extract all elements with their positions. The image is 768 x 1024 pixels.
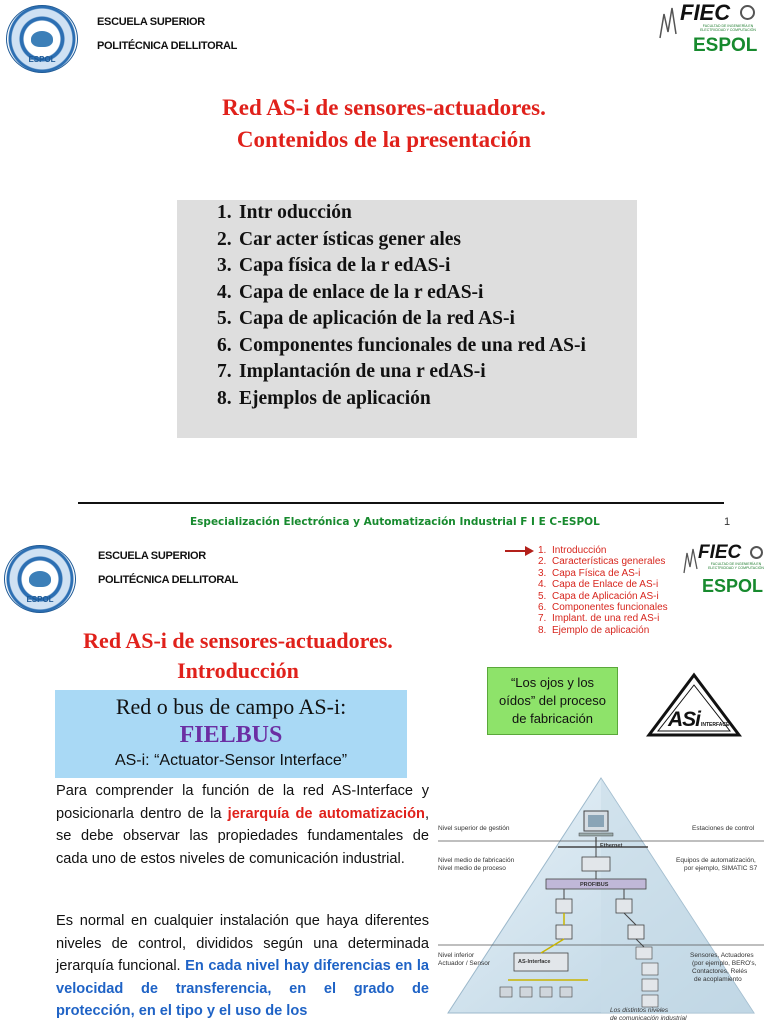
- contents-item-number: 1.: [538, 545, 547, 556]
- seal-text: ESPOL: [26, 595, 54, 604]
- contents-item-number: 7.: [538, 613, 547, 625]
- contents-item: [538, 602, 668, 613]
- contents-item: [217, 227, 637, 254]
- contents-item: [217, 306, 637, 333]
- contents-item: [217, 333, 637, 360]
- slide2-title: [0, 626, 476, 686]
- contents-item: [217, 359, 637, 386]
- paragraph-1-text-b: , se debe observar las propiedades fundamentales de cada uno de estos niveles de comunicación industrial.: [56, 805, 429, 867]
- pyramid-label-bero: (por ejemplo, BERO's,: [692, 960, 757, 967]
- contents-item-label: Implantación de una r edAS-i: [239, 361, 486, 382]
- pyramid-shape: [438, 775, 764, 1024]
- contents-item-label: Intr oducción: [239, 202, 352, 223]
- contents-item-label: Capa de enlace de la r edAS-i: [239, 281, 484, 303]
- slide1-title: [0, 92, 768, 156]
- paragraph-2-text: Es normal en cualquier instalación que haya diferentes niveles de control, divididos según una determinada jerarquía funcional.: [56, 913, 429, 974]
- espol-wordmark: ESPOL: [693, 35, 758, 56]
- pyramid-label-upper-level: Nivel superior de gestión: [438, 825, 510, 832]
- contents-list: [217, 200, 637, 412]
- contents-item-number: 4.: [538, 579, 547, 591]
- contents-item-number: 6.: [538, 602, 547, 614]
- contents-item-label: Capa Física de AS-i: [552, 567, 641, 579]
- fiec-logo-text: FIEC: [680, 0, 731, 25]
- fiec-subtitle-2: ELECTRICIDAD Y COMPUTACIÓN: [700, 28, 756, 32]
- fiec-logo: [658, 2, 768, 62]
- contents-item: [538, 591, 668, 602]
- slide1-title-line2: Contenidos de la presentación: [236, 127, 532, 152]
- contents-item-number: 7.: [217, 361, 232, 382]
- slide2-title-line1: Red AS-i de sensores-actuadores.: [83, 628, 393, 653]
- callout-text: “Los ojos y los oídos” del proceso de fabricación: [499, 675, 606, 726]
- contents-item-number: 1.: [217, 202, 232, 223]
- paragraph-2: [56, 910, 429, 1023]
- contents-item: [538, 625, 668, 636]
- pyramid-label-automation-equipment: Equipos de automatización,: [676, 857, 756, 864]
- contents-item: [217, 200, 637, 227]
- fiec-subtitle-1: FACULTAD DE INGENIERÍA EN: [702, 24, 754, 28]
- eyes-ears-callout: [487, 667, 618, 735]
- asi-bus-label: AS-Interface: [518, 959, 551, 965]
- pyramid-caption-line2: de comunicación industrial: [610, 1015, 687, 1022]
- pyramid-label-contactors: Contactores, Relés: [692, 968, 748, 975]
- contents-item: [217, 253, 637, 280]
- fiec-globe-icon: [750, 546, 763, 559]
- slide1-title-line1: Red AS-i de sensores-actuadores.: [222, 95, 546, 120]
- pyramid-label-simatic: por ejemplo, SIMATIC S7: [684, 865, 758, 872]
- paragraph-2-highlight: En cada nivel hay diferencias en la velocidad de transferencia, en el grado de protección, en el tipo y el uso de los: [56, 958, 430, 1019]
- fiec-globe-icon: [740, 5, 755, 20]
- fiec-circuit-icon: [658, 4, 680, 40]
- school-name-line1: ESCUELA SUPERIOR: [98, 550, 206, 562]
- fiec-subtitle-1: FACULTAD DE INGENIERÍA EN: [710, 562, 762, 566]
- paragraph-1: [56, 780, 429, 870]
- contents-item-label: Componentes funcionales de una red AS-i: [239, 334, 586, 356]
- communication-pyramid-diagram: [438, 775, 764, 1024]
- fieldbus-name: FIELBUS: [179, 722, 283, 748]
- pyramid-label-coupling: de acoplamiento: [694, 976, 742, 983]
- pyramid-label-lower-level: Nivel inferior: [438, 952, 475, 959]
- pyramid-label-mid-fab: Nivel medio de fabricación: [438, 857, 515, 864]
- contents-item: [538, 568, 668, 579]
- pyramid-caption-line1: Los distintos niveles: [610, 1007, 669, 1014]
- contents-item-number: 5.: [217, 308, 232, 329]
- asi-logo-subtext: INTERFACE: [701, 722, 730, 728]
- turtle-emblem-icon: [29, 571, 51, 587]
- contents-item-label: Capa física de la r edAS-i: [239, 255, 451, 276]
- fiec-logo-2: [682, 543, 768, 603]
- contents-item-number: 5.: [538, 590, 547, 602]
- contents-item-label: Capa de Aplicación AS-i: [552, 590, 659, 602]
- paragraph-1-text-a: Para comprender la función de la red AS-Interface y posicionarla dentro de la: [56, 783, 429, 822]
- contents-item-label: Introducción: [552, 545, 607, 556]
- seal-text: ESPOL: [28, 55, 56, 64]
- contents-item-number: 2.: [538, 556, 547, 568]
- fiec-logo-text: FIEC: [698, 542, 742, 563]
- contents-item-number: 8.: [538, 624, 547, 636]
- espol-seal-logo: [6, 5, 78, 73]
- turtle-emblem-icon: [31, 31, 53, 47]
- school-name-2: [98, 549, 238, 587]
- contents-item: [217, 386, 637, 413]
- contents-item: [217, 280, 637, 307]
- contents-item-label: Capa de aplicación de la red AS-i: [239, 308, 515, 329]
- contents-item-label: Características generales: [552, 556, 666, 568]
- espol-seal-logo-2: [4, 545, 76, 613]
- contents-item-number: 3.: [217, 255, 232, 276]
- contents-item-number: 2.: [217, 228, 232, 250]
- asi-definition: AS-i: “Actuator-Sensor Interface”: [114, 752, 348, 769]
- contents-item-label: Ejemplos de aplicación: [239, 387, 431, 409]
- mini-contents: [538, 545, 668, 636]
- contents-item: [538, 613, 668, 624]
- contents-item: [538, 556, 668, 567]
- pyramid-label-sensors: Sensores, Actuadores: [690, 952, 754, 959]
- mini-contents-list: [538, 545, 668, 636]
- arrow-right-icon: [505, 545, 535, 557]
- contents-item-number: 4.: [217, 281, 232, 303]
- contents-item-label: Car acter ísticas gener ales: [239, 228, 462, 250]
- asi-logo-text: ASi: [668, 708, 701, 731]
- asi-interface-logo: [646, 672, 742, 738]
- pyramid-label-actuator-sensor: Actuador / Sensor: [438, 960, 491, 967]
- contents-item-label: Componentes funcionales: [552, 602, 668, 614]
- pyramid-label-control-stations: Estaciones de control: [692, 825, 755, 832]
- slide1-footer: Especialización Electrónica y Automatización Industrial F I E C-ESPOL: [190, 516, 600, 528]
- fieldbus-heading: Red o bus de campo AS-i:: [115, 694, 347, 719]
- pyramid-label-mid-proc: Nivel medio de proceso: [438, 865, 506, 872]
- contents-item-label: Implant. de una red AS-i: [552, 613, 660, 625]
- slide1-page-number: 1: [724, 516, 731, 528]
- contents-box: [177, 200, 637, 438]
- slide2-title-line2: Introducción: [177, 658, 299, 683]
- contents-item-number: 6.: [217, 334, 232, 356]
- school-name-line2: POLITÉCNICA DELLITORAL: [98, 574, 239, 586]
- school-name: [97, 15, 237, 53]
- contents-item: [538, 579, 668, 590]
- footer-divider: [78, 502, 724, 504]
- espol-wordmark: ESPOL: [702, 576, 764, 596]
- contents-item-label: Capa de Enlace de AS-i: [552, 579, 659, 591]
- ethernet-bus-label: Ethernet: [600, 843, 623, 849]
- contents-item-label: Ejemplo de aplicación: [552, 624, 650, 636]
- contents-item: [538, 545, 668, 556]
- contents-item-number: 3.: [538, 567, 547, 579]
- fieldbus-box: [55, 690, 407, 778]
- school-name-line1: ESCUELA SUPERIOR: [97, 16, 205, 28]
- automation-hierarchy-highlight: jerarquía de automatización: [227, 805, 425, 822]
- profibus-bus-label: PROFIBUS: [580, 882, 609, 888]
- contents-item-number: 8.: [217, 387, 232, 409]
- school-name-line2: POLITÉCNICA DELLITORAL: [97, 40, 238, 52]
- fiec-subtitle-2: ELECTRICIDAD Y COMPUTACIÓN: [708, 566, 764, 570]
